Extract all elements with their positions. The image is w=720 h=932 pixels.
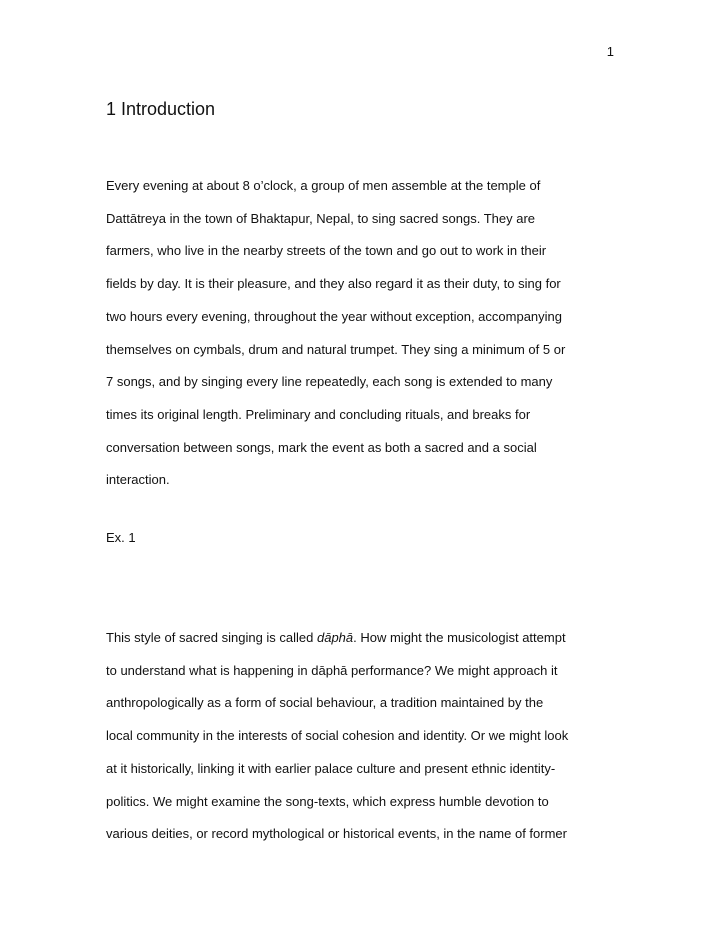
section-title: 1 Introduction xyxy=(106,99,216,119)
text-line: to understand what is happening in dāphā performance? We might approach it xyxy=(106,662,558,678)
text-line-with-emphasis xyxy=(106,622,616,655)
text-line: two hours every evening, throughout the year without exception, accompanying xyxy=(106,308,562,324)
text-line: 7 songs, and by singing every line repeatedly, each song is extended to many xyxy=(106,374,553,390)
text-line: at it historically, linking it with earlier palace culture and present ethnic identity- xyxy=(106,760,556,776)
text-line: times its original length. Preliminary and concluding rituals, and breaks for xyxy=(106,406,531,422)
text-line: various deities, or record mythological or historical events, in the name of former xyxy=(106,826,567,842)
text-line: politics. We might examine the song-texts, which express humble devotion to xyxy=(106,793,549,809)
text-line: local community in the interests of social cohesion and identity. Or we might look xyxy=(106,728,569,744)
emphasized-term: dāphā xyxy=(316,630,354,645)
text-line: anthropologically as a form of social behaviour, a tradition maintained by the xyxy=(106,695,544,711)
daphaa-paragraph xyxy=(106,622,616,851)
text-line: Every evening at about 8 o’clock, a group of men assemble at the temple of xyxy=(106,178,541,193)
text-line: Dattātreya in the town of Bhaktapur, Nepal, to sing sacred songs. They are xyxy=(106,210,536,226)
example-label: Ex. 1 xyxy=(106,530,136,545)
text-run: This style of sacred singing is called xyxy=(106,630,317,645)
text-line: interaction. xyxy=(106,472,170,488)
page-number: 1 xyxy=(606,44,614,59)
text-line: themselves on cymbals, drum and natural trumpet. They sing a minimum of 5 or xyxy=(106,341,566,357)
introduction-paragraph xyxy=(106,170,616,497)
text-run: . How might the musicologist attempt xyxy=(353,630,566,645)
text-line: conversation between songs, mark the event as both a sacred and a social xyxy=(106,439,537,455)
text-line: fields by day. It is their pleasure, and they also regard it as their duty, to sing for xyxy=(106,276,561,292)
text-line: farmers, who live in the nearby streets of the town and go out to work in their xyxy=(106,243,547,259)
